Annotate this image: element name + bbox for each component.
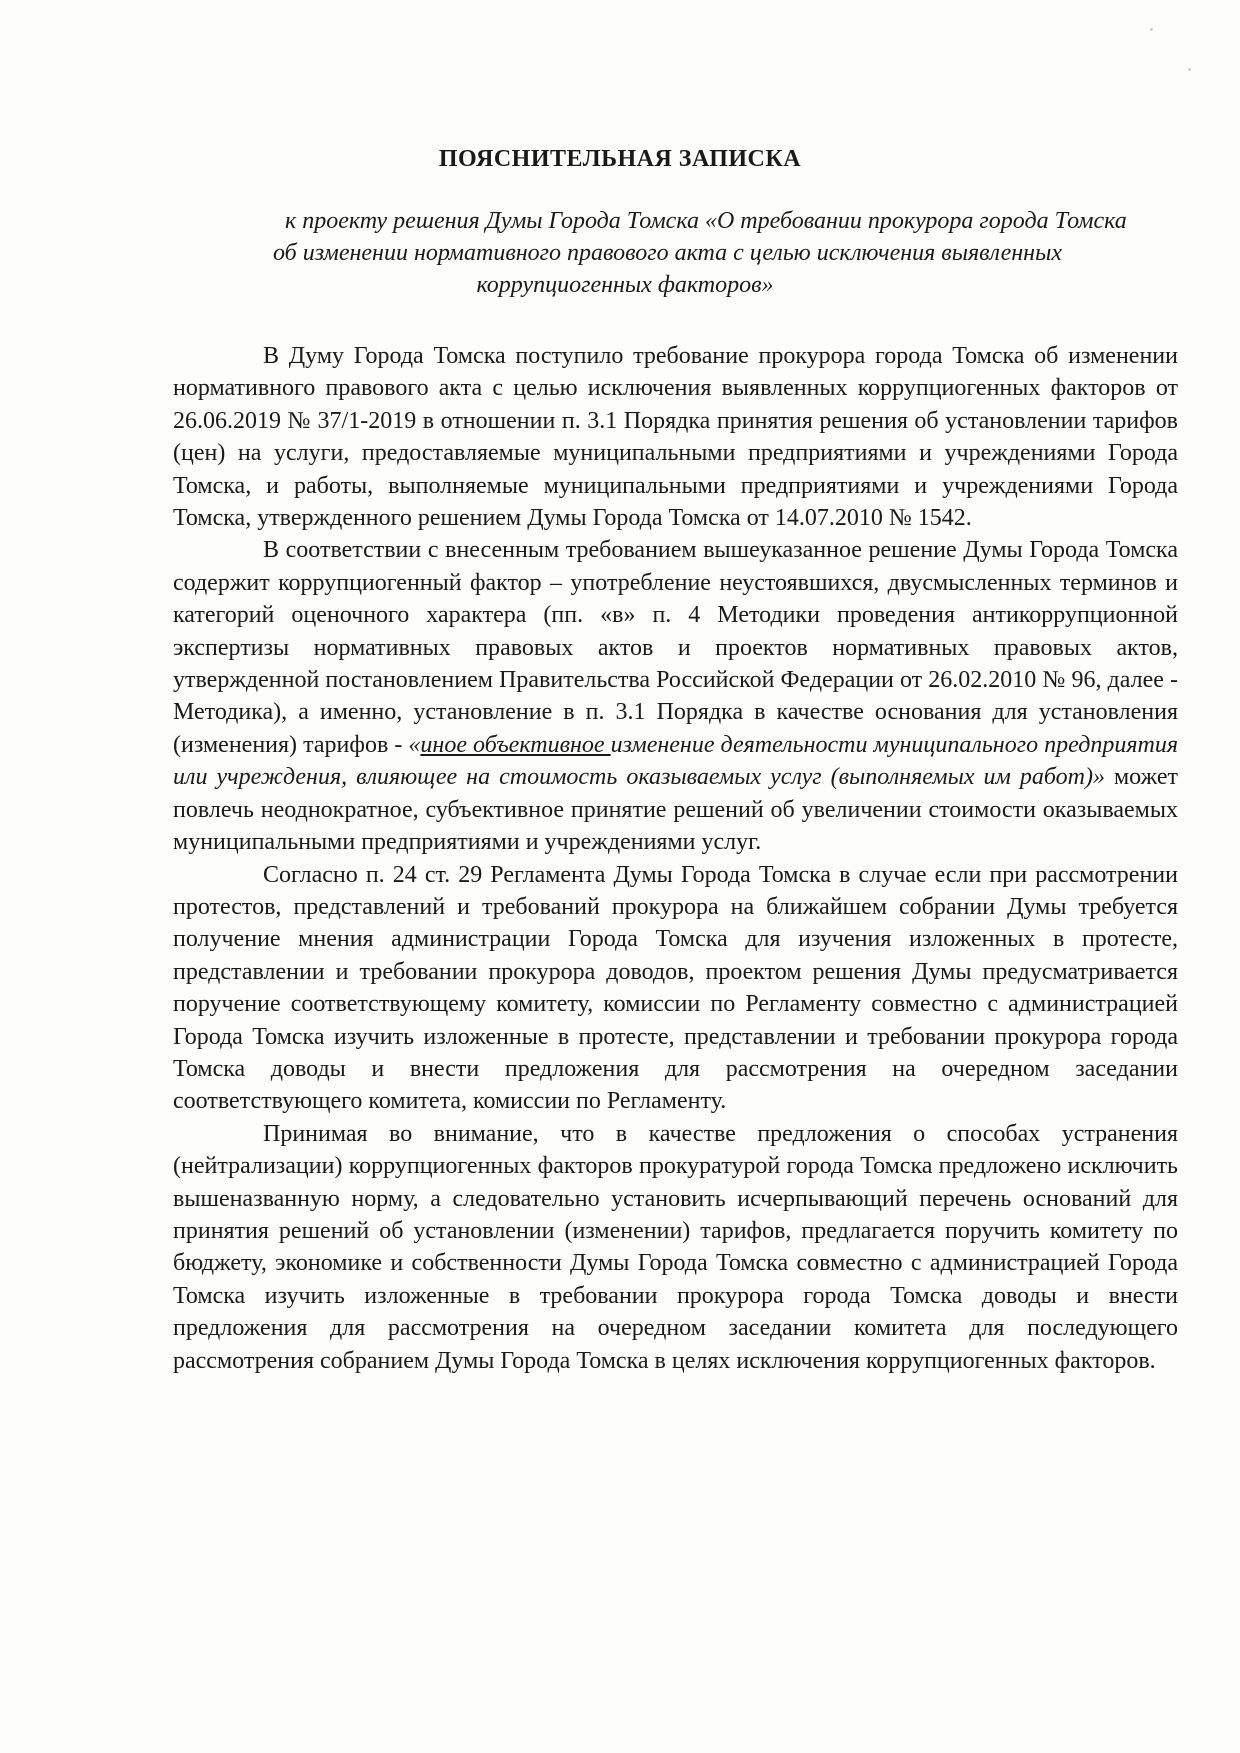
paragraph-1: В Думу Города Томска поступило требование прокурора города Томска об изменении нормативного правового акта с целью исключения выявленных коррупциогенных факторов от 26.06.2019 № 37/1-2019 в отношении п. 3.1 Порядка принятия решения об установлении тарифов (цен) на услуги, предоставляемые муниципальными предприятиями и учреждениями Города Томска, и работы, выполняемые муниципальными предприятиями и учреждениями Города Томска, утвержденного решением Думы Города Томска от 14.07.2010 № 1542. [173,343,1178,532]
scan-speck [1150,28,1153,31]
paragraph-2-text-end: может повлечь неоднократное, субъективное принятие решений об увеличении стоимости оказываемых муниципальными предприятиями и учреждениями услуг. [173,764,1178,856]
subtitle-line: об изменении нормативного правового акта с целью исключения выявленных [273,240,1062,266]
paragraph-3: Согласно п. 24 ст. 29 Регламента Думы Города Томска в случае если при рассмотрении протестов, представлений и требований прокурора на ближайшем собрании Думы требуется получение мнения администрации Города Томска для изучения изложенных в протесте, представлении и требовании прокурора доводов, проектом решения Думы предусматривается поручение соответствующему комитету, комиссии по Регламенту совместно с администрацией Города Томска изучить изложенные в протесте, представлении и требовании прокурора города Томска доводы и внести предложения для рассмотрения на очередном заседании соответствующего комитета, комиссии по Регламенту. [173,861,1178,1115]
document-subtitle [273,205,1165,301]
quote-text: изменение деятельности муниципального предприятия или учреждения, влияющее на стоимость оказываемых услуг (выполняемых им работ)» [173,731,1178,791]
quote-underlined-text: иное объективное [420,731,611,758]
subtitle-line: коррупциогенных факторов» [476,272,774,298]
document-title: ПОЯСНИТЕЛЬНАЯ ЗАПИСКА [438,146,802,172]
quote-mark: « [408,731,421,758]
scan-speck [1188,68,1191,71]
paragraph-2-text: В соответствии с внесенным требованием вышеуказанное решение Думы Города Томска содержит коррупциогенный фактор – употребление неустоявшихся, двусмысленных терминов и категорий оценочного характера (пп. «в» п. 4 Методики проведения антикоррупционной экспертизы нормативных правовых актов и проектов нормативных правовых актов, утвержденной постановлением Правительства Российской Федерации от 26.02.2010 № 96, далее - Методика), а именно, установление в п. 3.1 Порядка в качестве основания для установления (изменения) тарифов - [173,537,1178,758]
paragraph-4: Принимая во внимание, что в качестве предложения о способах устранения (нейтрализации) коррупциогенных факторов прокуратурой города Томска предложено исключить вышеназванную норму, а следовательно установить исчерпывающий перечень оснований для принятия решений об установлении (изменении) тарифов, предлагается поручить комитету по бюджету, экономике и собственности Думы Города Томска совместно с администрацией Города Томска изучить изложенные в требовании прокурора города Томска доводы и внести предложения для рассмотрения на очередном заседании комитета для последующего рассмотрения собранием Думы Города Томска в целях исключения коррупциогенных факторов. [173,1120,1178,1374]
subtitle-line: к проекту решения Думы Города Томска «О требовании прокурора города Томска [285,208,1127,234]
document-body [173,340,1178,1377]
paragraph-2 [173,534,1178,858]
